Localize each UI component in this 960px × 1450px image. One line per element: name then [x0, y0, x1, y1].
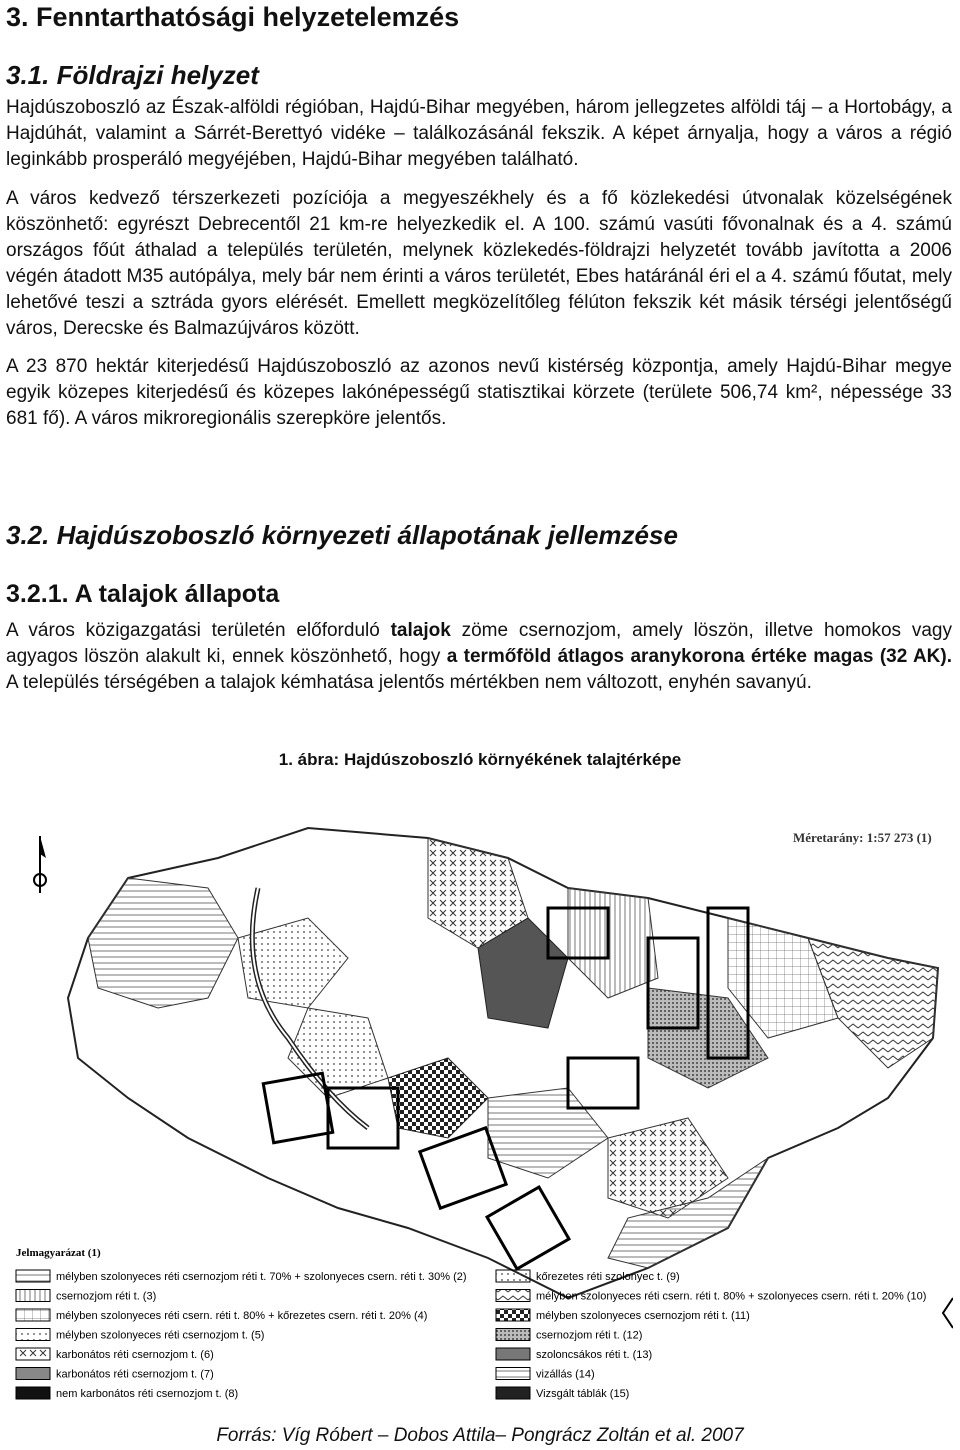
legend-label: nem karbonátos réti csernozjom t. (8) — [56, 1388, 239, 1400]
bold-text: a termőföld átlagos aranykorona értéke magas (32 AK). — [446, 646, 952, 667]
legend-swatch — [496, 1290, 530, 1302]
soil-map-figure — [8, 798, 953, 1422]
legend-swatch — [16, 1387, 50, 1399]
bold-text: talajok — [390, 620, 451, 641]
legend-title: Jelmagyarázat (1) — [16, 1247, 101, 1259]
legend-swatch — [496, 1309, 530, 1321]
legend-label: mélyben szolonyeces réti csern. réti t. 80% + kőrezetes csern. réti t. 20% (4) — [56, 1310, 428, 1322]
legend-label: karbonátos réti csernozjom t. (6) — [56, 1349, 214, 1361]
legend-swatch — [16, 1270, 50, 1282]
legend-label: csernozjom réti t. (3) — [56, 1290, 157, 1303]
text-run: A város közigazgatási területén előforduló — [6, 620, 391, 641]
legend-label: mélyben szolonyeces réti csernozjom réti t. 70% + szolonyeces csern. réti t. 30% (2) — [56, 1271, 467, 1283]
legend-swatch — [496, 1348, 530, 1360]
main-heading: 3. Fenntarthatósági helyzetelemzés — [6, 2, 460, 32]
paragraph: Hajdúszoboszló az Észak-alföldi régióban, Hajdú-Bihar megyében, három jellegzetes alföldi táj – a Hortobágy, a Hajdúhát, valamint a Sárrét-Berettyó vidéke – találkozásánál fekszik. A képet árnyalja, hogy a város a régió leginkább prosperáló megyéjében, Hajdú-Bihar megyében található. — [6, 97, 952, 170]
section-title: 3.1. Földrajzi helyzet — [6, 60, 259, 90]
legend-label: karbonátos réti csernozjom t. (7) — [56, 1368, 214, 1381]
section-environment — [6, 520, 952, 551]
paragraph — [6, 618, 952, 696]
legend-swatch — [496, 1387, 530, 1399]
legend-swatch — [496, 1270, 530, 1282]
figure-caption: 1. ábra: Hajdúszoboszló környékének talajtérképe — [278, 750, 682, 769]
legend-swatch — [496, 1368, 530, 1380]
legend-label: Vizsgált táblák (15) — [536, 1388, 630, 1400]
legend-swatch — [496, 1329, 530, 1341]
legend-swatch — [16, 1329, 50, 1341]
legend-swatch — [16, 1348, 50, 1360]
section-soils — [6, 580, 952, 696]
paragraph: A 23 870 hektár kiterjedésű Hajdúszoboszló az azonos nevű kistérség központja, amely Hajdú-Bihar megye egyik közepes kiterjedésű és közepes lakónépességű statisztikai körzete (területe 506,74 km², népessége 33 681 fő). A város mikroregionális szerepköre jelentős. — [6, 356, 952, 429]
text-run: zöme csernozjom, amely löszön, illetve homokos vagy agyagos löszön alakult ki, ennek köszönhető, hogy — [6, 620, 952, 667]
legend-label: mélyben szolonyeces réti csern. réti t. 80% + szolonyeces csern. réti t. 20% (10) — [536, 1290, 927, 1303]
legend-label: csernozjom réti t. (12) — [536, 1329, 643, 1342]
soil-map-drawing — [68, 828, 938, 1298]
section-geographic-position — [6, 60, 952, 432]
map-scale-label: Méretarány: 1:57 273 (1) — [793, 830, 932, 845]
legend-label: mélyben szolonyeces réti csernozjom t. (5) — [56, 1329, 265, 1342]
legend-label: mélyben szolonyeces csernozjom réti t. (11) — [536, 1310, 750, 1322]
legend-swatch — [16, 1368, 50, 1380]
legend-label: vizállás (14) — [536, 1368, 595, 1381]
legend-label: kőrezetes réti szolonyec t. (9) — [536, 1271, 680, 1283]
legend-label: szoloncsákos réti t. (13) — [536, 1349, 653, 1361]
text-run: A település térségében a talajok kémhatása jelentős mértékben nem változott, enyhén savanyú. — [6, 672, 812, 693]
legend-swatch — [16, 1309, 50, 1321]
figure-source: Forrás: Víg Róbert – Dobos Attila– Pongrácz Zoltán et al. 2007 — [216, 1425, 744, 1446]
subsection-title: 3.2.1. A talajok állapota — [6, 580, 280, 608]
chevron-left-icon — [943, 1298, 953, 1328]
north-arrow-icon — [34, 836, 46, 893]
legend-swatch — [16, 1290, 50, 1302]
map-legend — [16, 1247, 953, 1400]
section-title: 3.2. Hajdúszoboszló környezeti állapotának jellemzése — [6, 520, 678, 550]
paragraph: A város kedvező térszerkezeti pozíciója a megyeszékhely és a fő közlekedési útvonalak közelségének köszönhető: egyrészt Debrecentől 21 km-re helyezkedik el. A 100. számú vasúti fővonalnak és a 4. számú országos főút áthalad a település területén, melynek közlekedés-földrajzi helyzetét tovább javította a 2006 végén átadott M35 autópálya, mely bár nem érinti a város területét, Ebes határánál éri el a 4. számú főutat, mely lehetővé teszi a sztráda gyors elérését. Emellett megközelítőleg félúton fekszik két másik térségi jelentőségű város, Derecske és Balmazújváros között. — [6, 188, 952, 339]
